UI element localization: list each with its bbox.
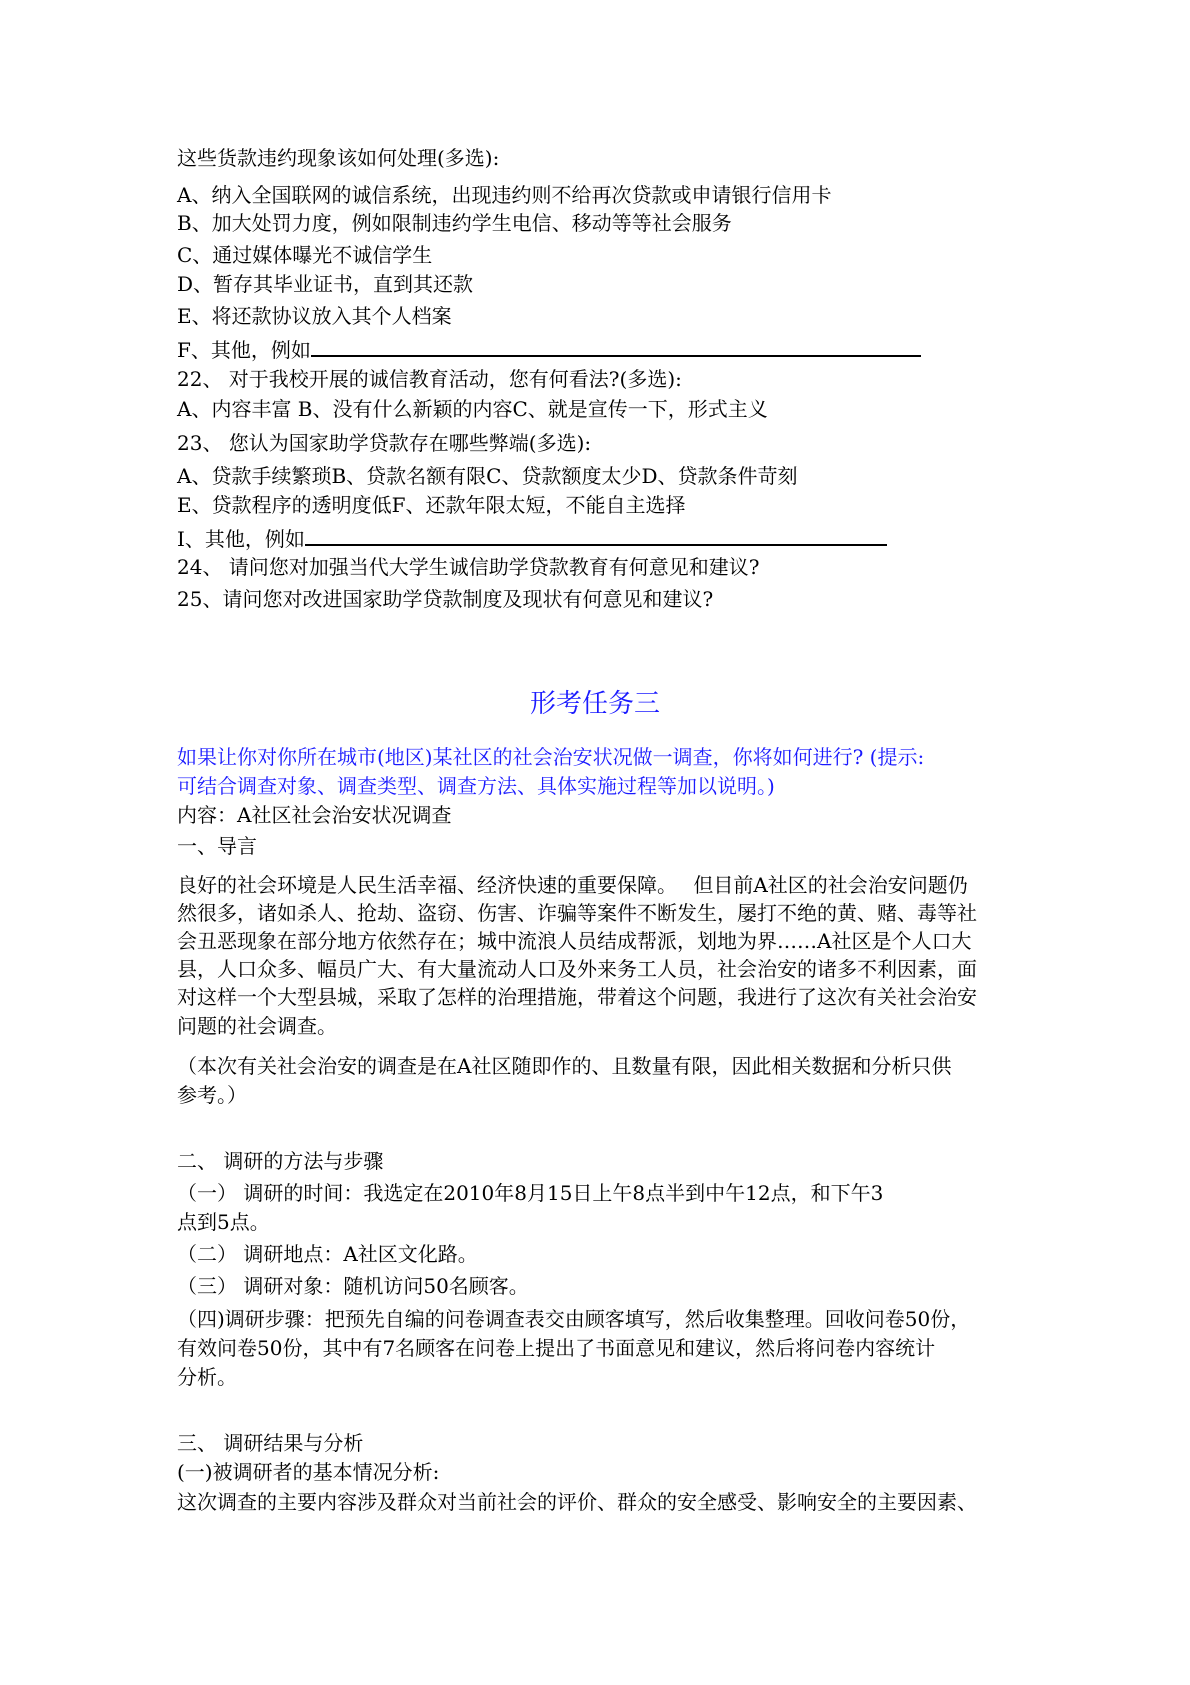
section1-note-line1: （本次有关社会治安的调查是在A社区随即作的、且数量有限，因此相关数据和分析只供 [177, 1054, 952, 1078]
section3-para: 这次调查的主要内容涉及群众对当前社会的评价、群众的安全感受、影响安全的主要因素、 [177, 1490, 977, 1514]
q21-option-e: E、将还款协议放入其个人档案 [177, 304, 452, 328]
section1-para-line6: 问题的社会调查。 [177, 1014, 337, 1038]
section1-para-line5: 对这样一个大型县城，采取了怎样的治理措施，带着这个问题，我进行了这次有关社会治安 [177, 985, 977, 1009]
section3-heading: 三、 调研结果与分析 [177, 1431, 364, 1455]
task3-title: 形考任务三 [529, 689, 660, 719]
section2-item4-line1: （四)调研步骤：把预先自编的问卷调查表交由顾客填写，然后收集整理。回收问卷50份， [177, 1307, 971, 1331]
q22-stem: 22、 对于我校开展的诚信教育活动，您有何看法?(多选): [177, 367, 682, 391]
section2-item4-line2: 有效问卷50份，其中有7名顾客在问卷上提出了书面意见和建议，然后将问卷内容统计 [177, 1336, 936, 1360]
q23-fill-blank [305, 526, 887, 546]
q21-fill-blank [311, 337, 921, 357]
section1-heading: 一、导言 [177, 834, 257, 858]
q21-option-b: B、加大处罚力度，例如限制违约学生电信、移动等等社会服务 [177, 211, 732, 235]
section2-item2: （二） 调研地点：A社区文化路。 [177, 1242, 478, 1266]
q23-options-line2: E、贷款程序的透明度低F、还款年限太短，不能自主选择 [177, 493, 686, 517]
q21-option-f-label: F、其他，例如 [177, 338, 311, 362]
task3-prompt-line2: 可结合调查对象、调查类型、调查方法、具体实施过程等加以说明。) [177, 774, 775, 798]
section1-para-line2: 然很多，诸如杀人、抢劫、盗窃、伤害、诈骗等案件不断发生，屡打不绝的黄、赌、毒等社 [177, 901, 977, 925]
section2-item3: （三） 调研对象：随机访问50名顾客。 [177, 1274, 529, 1298]
q23-options-line1: A、贷款手续繁琐B、贷款名额有限C、贷款额度太少D、贷款条件苛刻 [177, 464, 798, 488]
section3-subheading: (一)被调研者的基本情况分析: [177, 1460, 440, 1484]
section2-item1-line2: 点到5点。 [177, 1210, 270, 1234]
section1-para-line1: 良好的社会环境是人民生活幸福、经济快速的重要保障。 但目前A社区的社会治安问题仍 [177, 873, 968, 897]
section1-note-line2: 参考。） [177, 1083, 247, 1107]
content-label: 内容：A社区社会治安状况调查 [177, 803, 452, 827]
q21-option-f [177, 337, 921, 362]
q21-option-d: D、暂存其毕业证书，直到其还款 [177, 272, 474, 296]
q23-option-other-label: I、其他，例如 [177, 527, 305, 551]
q23-option-other [177, 526, 887, 551]
section2-item1-line1: （一） 调研的时间：我选定在2010年8月15日上午8点半到中午12点，和下午3 [177, 1181, 884, 1205]
q21-option-a: A、纳入全国联网的诚信系统，出现违约则不给再次贷款或申请银行信用卡 [177, 183, 832, 207]
q23-stem: 23、 您认为国家助学贷款存在哪些弊端(多选): [177, 431, 592, 455]
q25-stem: 25、请问您对改进国家助学贷款制度及现状有何意见和建议? [177, 587, 714, 611]
q21-stem: 这些货款违约现象该如何处理(多选): [177, 146, 500, 170]
section1-para-line4: 县，人口众多、幅员广大、有大量流动人口及外来务工人员，社会治安的诸多不利因素，面 [177, 957, 977, 981]
q24-stem: 24、 请问您对加强当代大学生诚信助学贷款教育有何意见和建议? [177, 555, 760, 579]
section2-heading: 二、 调研的方法与步骤 [177, 1149, 384, 1173]
q21-option-c: C、通过媒体曝光不诚信学生 [177, 243, 433, 267]
q22-options: A、内容丰富 B、没有什么新颖的内容C、就是宣传一下，形式主义 [177, 397, 768, 421]
section2-item4-line3: 分析。 [177, 1365, 237, 1389]
section1-para-line3: 会丑恶现象在部分地方依然存在；城中流浪人员结成帮派，划地为界……A社区是个人口大 [177, 929, 972, 953]
task3-prompt-line1: 如果让你对你所在城市(地区)某社区的社会治安状况做一调查，你将如何进行? (提示: [177, 745, 925, 769]
